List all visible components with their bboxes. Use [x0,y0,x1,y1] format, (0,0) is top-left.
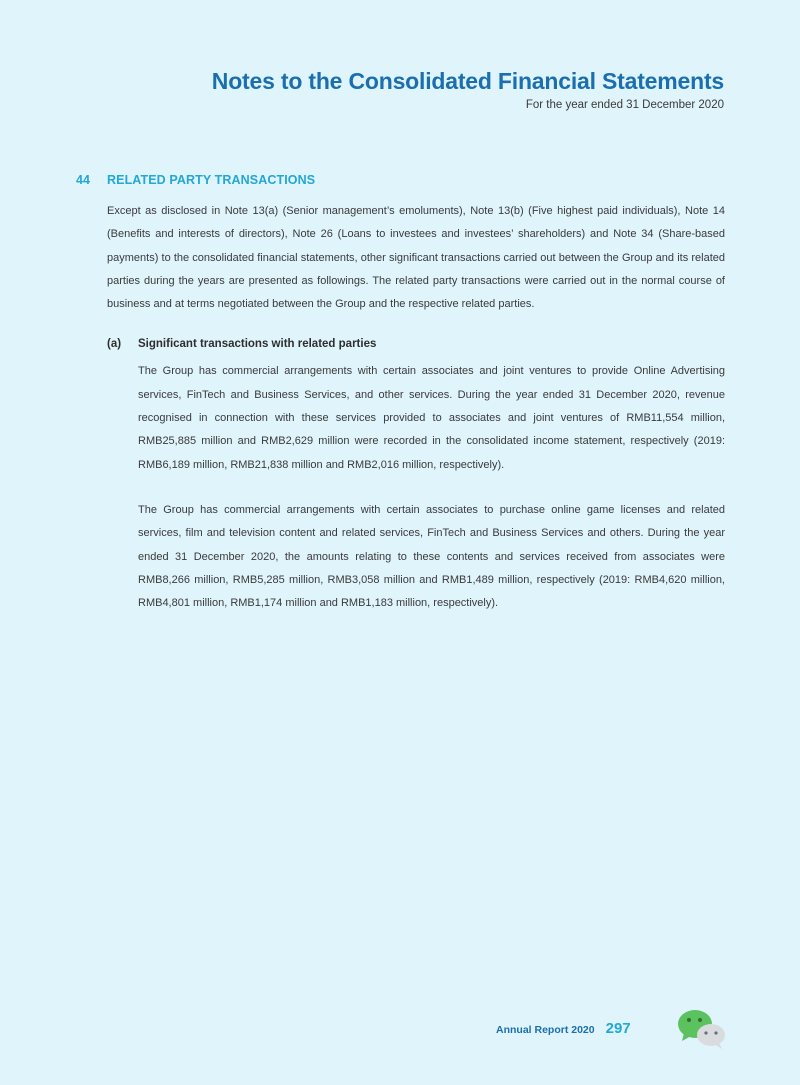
subsection-marker: (a) [107,338,122,351]
body-paragraph: The Group has commercial arrangements with certain associates and joint ventures to provide Online Advertising services, FinTech and Business Services, and other services. During the year ended 31 December 2020, revenue recognised in connection with these services provided to associates and joint ventures of RMB11,554 million, RMB25,885 million and RMB2,629 million were recorded in the consolidated income statement, respectively (2019: RMB6,189 million, RMB21,838 million and RMB2,016 million, respectively). [138,365,725,471]
subsection-heading [107,336,726,352]
subsection-body [138,360,725,615]
page-footer [496,1020,631,1037]
wechat-logo-icon [677,1009,727,1051]
section-number: 44 [76,173,90,187]
page-number: 297 [605,1020,631,1037]
section-title: RELATED PARTY TRANSACTIONS [107,173,316,187]
page-header [212,66,724,112]
section-heading [76,172,726,188]
page-title: Notes to the Consolidated Financial Statements [211,68,724,94]
intro-paragraph: Except as disclosed in Note 13(a) (Senior management’s emoluments), Note 13(b) (Five highest paid individuals), Note 14 (Benefits and interests of directors), Note 26 (Loans to investees and investees’ shareholders) and Note 34 (Share-based payments) to the consolidated financial statements, other significant transactions carried out between the Group and its related parties during the years are presented as followings. The related party transactions were carried out in the normal course of business and at terms negotiated between the Group and the respective related parties. [107,205,725,311]
footer-report-label: Annual Report 2020 [496,1024,595,1036]
note-section [76,172,726,615]
subsection-title: Significant transactions with related parties [138,338,377,351]
page-subtitle: For the year ended 31 December 2020 [525,99,724,111]
body-paragraph: The Group has commercial arrangements with certain associates to purchase online game licenses and related services, film and television content and related services, FinTech and Business Services and others. During the year ended 31 December 2020, the amounts relating to these contents and services received from associates were RMB8,266 million, RMB5,285 million, RMB3,058 million and RMB1,489 million, respectively (2019: RMB4,620 million, RMB4,801 million, RMB1,174 million and RMB1,183 million, respectively). [138,503,725,610]
